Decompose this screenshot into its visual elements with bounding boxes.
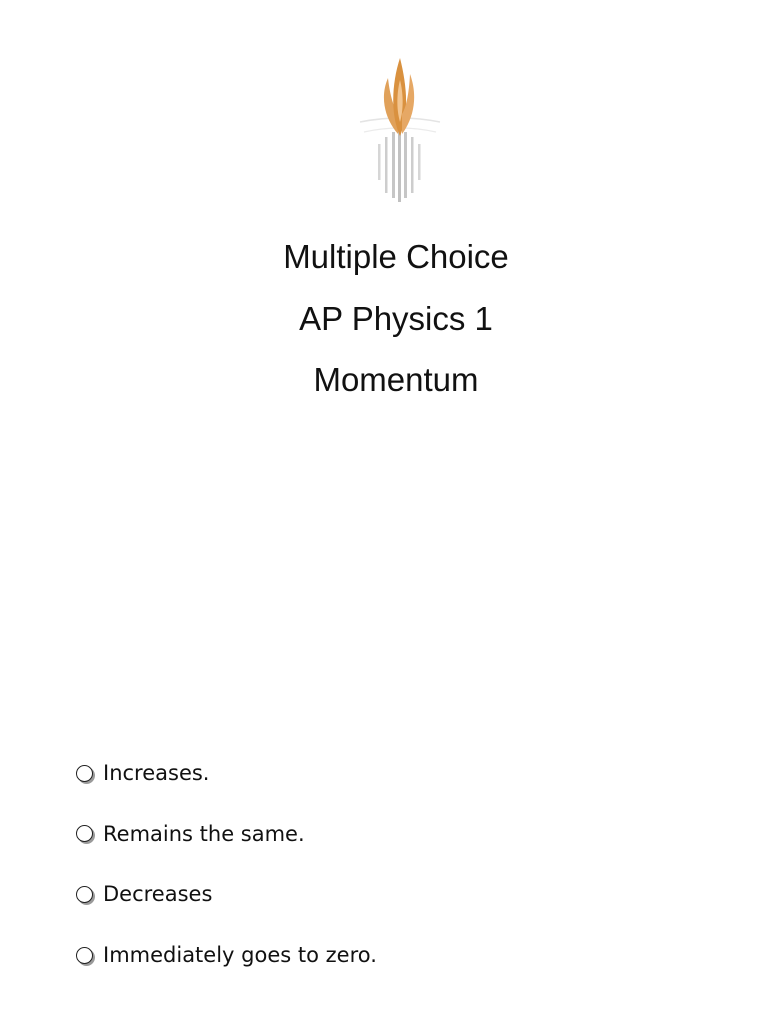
- title-multiple-choice: Multiple Choice: [283, 238, 509, 275]
- option-label: Immediately goes to zero.: [103, 943, 377, 968]
- option-goes-to-zero[interactable]: [76, 940, 377, 970]
- flame-icon: [384, 58, 414, 136]
- answer-options: [76, 758, 377, 1001]
- option-label: Decreases: [103, 882, 213, 907]
- title-course: AP Physics 1: [299, 299, 493, 337]
- radio-button[interactable]: [76, 765, 93, 782]
- title-topic: Momentum: [313, 361, 479, 398]
- flame-pillars-logo: [340, 52, 460, 237]
- option-remains-same[interactable]: [76, 819, 377, 849]
- radio-button[interactable]: [76, 886, 93, 903]
- option-increases[interactable]: [76, 758, 377, 788]
- title-block: [0, 232, 768, 417]
- option-label: Remains the same.: [103, 821, 305, 846]
- radio-button[interactable]: [76, 947, 93, 964]
- radio-button[interactable]: [76, 825, 93, 842]
- option-label: Increases.: [103, 761, 210, 785]
- option-decreases[interactable]: [76, 879, 377, 909]
